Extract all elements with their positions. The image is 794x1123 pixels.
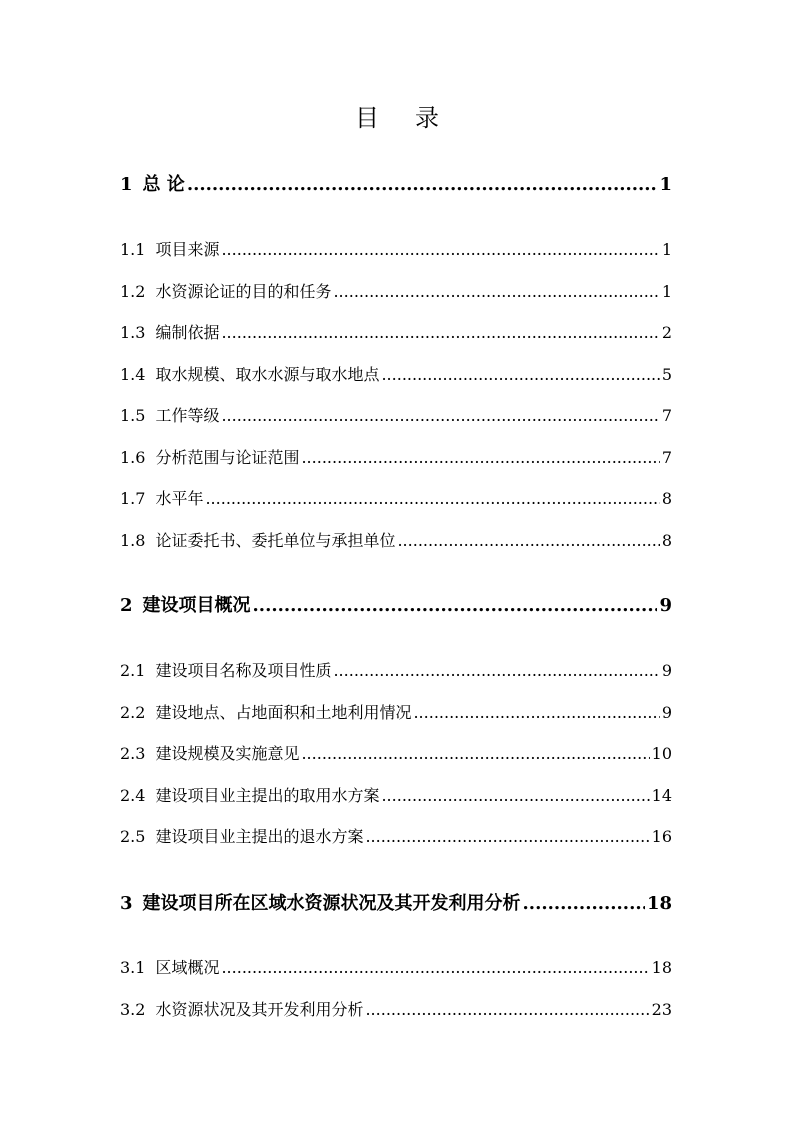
toc-number: 1.7 bbox=[120, 489, 146, 508]
toc-entry-1-4[interactable] bbox=[120, 360, 672, 390]
dot-leader bbox=[333, 277, 659, 307]
toc-entry-chapter-3[interactable] bbox=[120, 889, 672, 919]
dot-leader bbox=[221, 318, 659, 348]
dot-leader bbox=[301, 739, 649, 769]
toc-page-number: 7 bbox=[661, 448, 672, 467]
toc-number: 2.3 bbox=[120, 744, 146, 763]
toc-label: 总 论 bbox=[142, 174, 185, 195]
toc-label: 区域概况 bbox=[155, 958, 220, 977]
toc-entry-1-3[interactable] bbox=[120, 318, 672, 348]
dot-leader bbox=[365, 995, 649, 1025]
toc-label: 工作等级 bbox=[155, 406, 220, 425]
toc-page-number: 9 bbox=[661, 661, 672, 680]
toc-number: 1.5 bbox=[120, 406, 146, 425]
toc-page-number: 1 bbox=[659, 174, 672, 195]
dot-leader bbox=[253, 591, 658, 621]
toc-page-number: 23 bbox=[651, 1000, 672, 1019]
toc-number: 1.4 bbox=[120, 365, 146, 384]
toc-number: 3.2 bbox=[120, 1000, 146, 1019]
toc-label: 水平年 bbox=[155, 489, 204, 508]
dot-leader bbox=[205, 484, 659, 514]
toc-number: 2.5 bbox=[120, 827, 146, 846]
toc-label: 项目来源 bbox=[155, 240, 220, 259]
dot-leader bbox=[365, 822, 649, 852]
toc-page-number: 9 bbox=[659, 595, 672, 616]
toc-number: 1.6 bbox=[120, 448, 146, 467]
toc-entry-1-5[interactable] bbox=[120, 401, 672, 431]
toc-page-number: 1 bbox=[661, 282, 672, 301]
title-char-2: 录 bbox=[415, 104, 439, 132]
toc-page-number: 9 bbox=[661, 703, 672, 722]
dot-leader bbox=[301, 443, 659, 473]
toc-label: 建设规模及实施意见 bbox=[155, 744, 300, 763]
toc-label: 建设项目名称及项目性质 bbox=[155, 661, 332, 680]
toc-number: 1.3 bbox=[120, 323, 146, 342]
toc-label: 建设项目所在区域水资源状况及其开发利用分析 bbox=[142, 893, 521, 914]
toc-page-number: 16 bbox=[651, 827, 672, 846]
toc-number: 2 bbox=[120, 595, 133, 616]
dot-leader bbox=[333, 656, 659, 686]
toc-entry-2-1[interactable] bbox=[120, 656, 672, 686]
toc-entry-2-4[interactable] bbox=[120, 781, 672, 811]
toc-number: 2.2 bbox=[120, 703, 146, 722]
toc-number: 2.4 bbox=[120, 786, 146, 805]
toc-label: 建设项目概况 bbox=[142, 595, 251, 616]
toc-entry-2-5[interactable] bbox=[120, 822, 672, 852]
toc-label: 建设项目业主提出的退水方案 bbox=[155, 827, 364, 846]
toc-label: 编制依据 bbox=[155, 323, 220, 342]
title-char-1: 目 bbox=[355, 104, 379, 132]
dot-leader bbox=[523, 889, 645, 919]
toc-label: 论证委托书、委托单位与承担单位 bbox=[155, 531, 396, 550]
toc-entry-1-8[interactable] bbox=[120, 526, 672, 556]
toc-number: 1.2 bbox=[120, 282, 146, 301]
toc-page-number: 1 bbox=[661, 240, 672, 259]
toc-entry-3-1[interactable] bbox=[120, 953, 672, 983]
toc-number: 3 bbox=[120, 893, 133, 914]
toc-page-number: 7 bbox=[661, 406, 672, 425]
toc-page-number: 10 bbox=[651, 744, 672, 763]
toc-number: 1 bbox=[120, 174, 133, 195]
toc-entry-chapter-1[interactable] bbox=[120, 170, 672, 200]
dot-leader bbox=[187, 170, 658, 200]
toc-entry-1-6[interactable] bbox=[120, 443, 672, 473]
toc-page-number: 18 bbox=[651, 958, 672, 977]
dot-leader bbox=[397, 526, 659, 556]
toc-entry-1-2[interactable] bbox=[120, 277, 672, 307]
toc-page-number: 14 bbox=[651, 786, 672, 805]
page-title bbox=[0, 98, 794, 138]
toc-label: 建设地点、占地面积和土地利用情况 bbox=[155, 703, 412, 722]
toc-entry-chapter-2[interactable] bbox=[120, 591, 672, 621]
toc-entry-1-1[interactable] bbox=[120, 235, 672, 265]
dot-leader bbox=[221, 235, 659, 265]
toc-page-number: 8 bbox=[661, 531, 672, 550]
dot-leader bbox=[381, 360, 659, 390]
toc-entry-1-7[interactable] bbox=[120, 484, 672, 514]
dot-leader bbox=[221, 401, 659, 431]
toc-number: 3.1 bbox=[120, 958, 146, 977]
toc-number: 1.8 bbox=[120, 531, 146, 550]
toc-entry-2-2[interactable] bbox=[120, 698, 672, 728]
toc-label: 水资源论证的目的和任务 bbox=[155, 282, 332, 301]
toc-entry-2-3[interactable] bbox=[120, 739, 672, 769]
dot-leader bbox=[413, 698, 659, 728]
toc-page-number: 18 bbox=[646, 893, 672, 914]
toc-page-number: 5 bbox=[661, 365, 672, 384]
toc-number: 1.1 bbox=[120, 240, 146, 259]
toc-label: 水资源状况及其开发利用分析 bbox=[155, 1000, 364, 1019]
toc-page-number: 8 bbox=[661, 489, 672, 508]
toc-label: 取水规模、取水水源与取水地点 bbox=[155, 365, 380, 384]
dot-leader bbox=[381, 781, 649, 811]
toc-number: 2.1 bbox=[120, 661, 146, 680]
toc-label: 建设项目业主提出的取用水方案 bbox=[155, 786, 380, 805]
toc-entry-3-2[interactable] bbox=[120, 995, 672, 1025]
dot-leader bbox=[221, 953, 649, 983]
toc-page-number: 2 bbox=[661, 323, 672, 342]
toc-label: 分析范围与论证范围 bbox=[155, 448, 300, 467]
